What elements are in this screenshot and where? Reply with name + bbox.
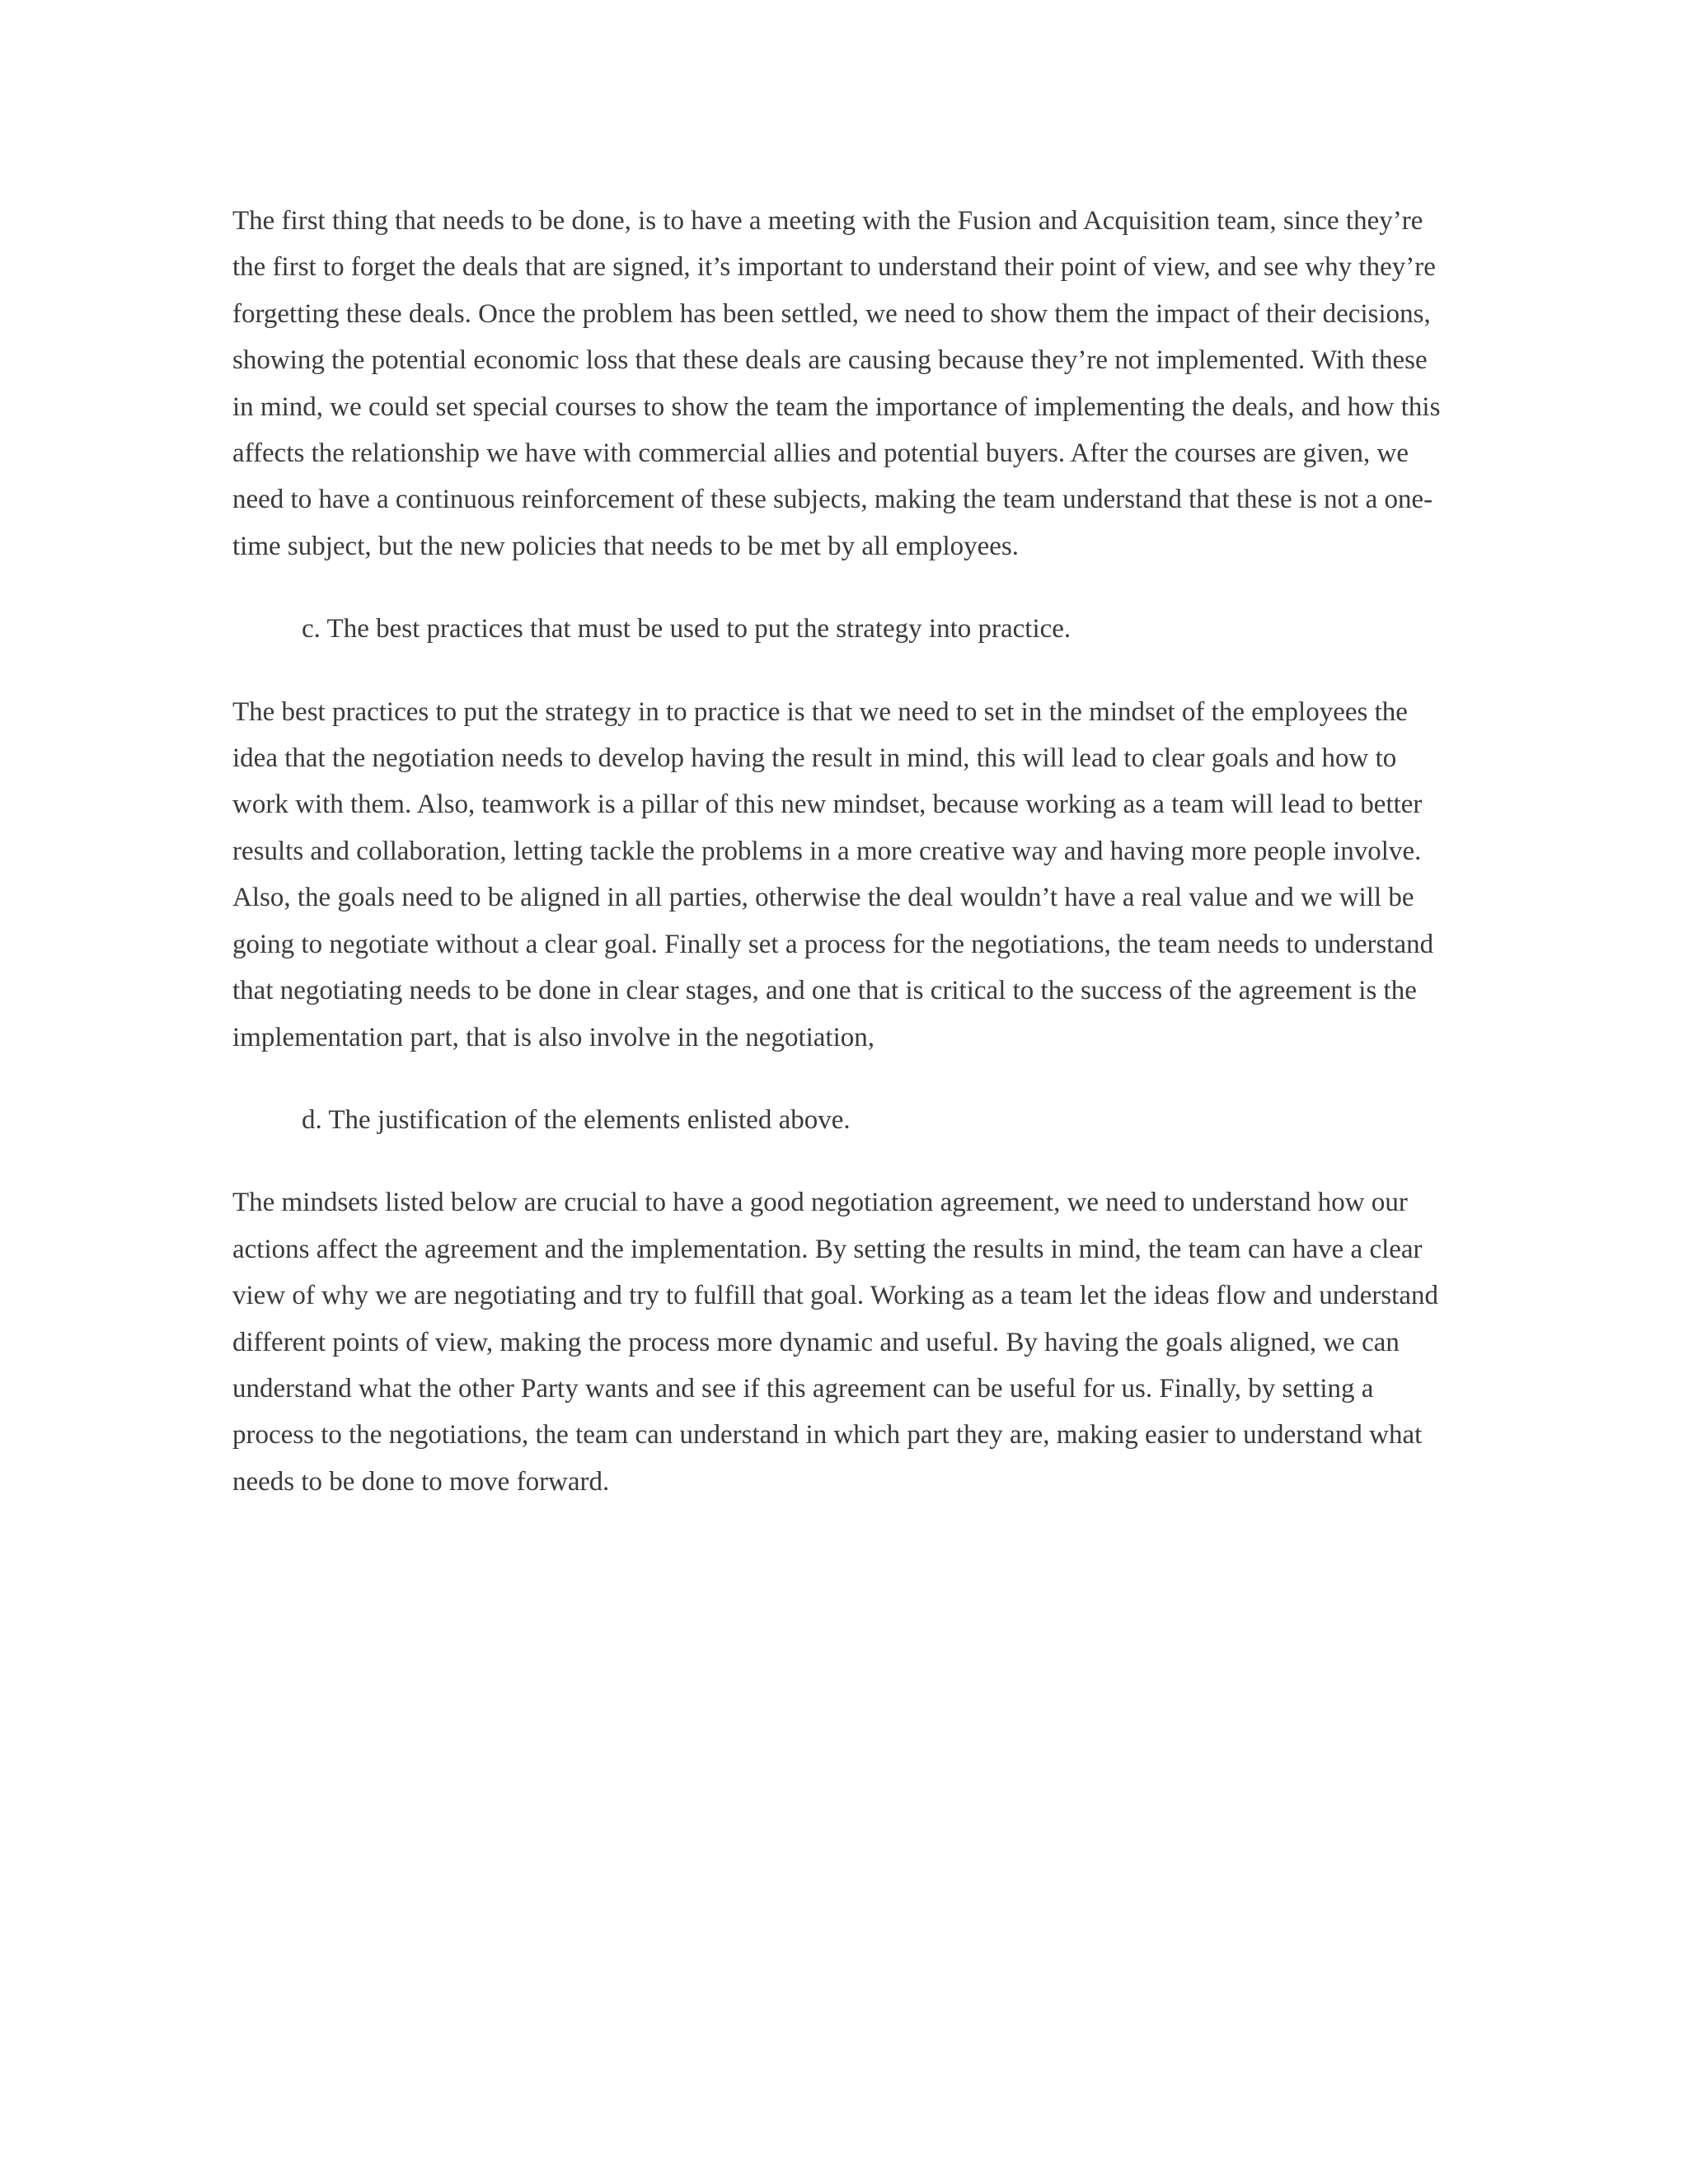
- section-heading-c: c. The best practices that must be used to put the strategy into practice.: [302, 614, 1071, 644]
- body-paragraph-2: The best practices to put the strategy in to practice is that we need to set in the mindset of the employees the idea that the negotiation needs to develop having the result in mind, this will lead to clear goals and how to work with them. Also, teamwork is a pillar of this new mindset, because working as a team will lead to better results and collaboration, letting tackle the problems in a more creative way and having more people involve. Also, the goals need to be aligned in all parties, otherwise the deal wouldn’t have a real value and we will be going to negotiate without a clear goal. Finally set a process for the negotiations, the team needs to understand that negotiating needs to be done in clear stages, and one that is critical to the success of the agreement is the implementation part, that is also involve in the negotiation,: [232, 696, 1434, 1052]
- document-body: [232, 198, 1452, 1505]
- section-heading-d: d. The justification of the elements enlisted above.: [302, 1104, 851, 1135]
- body-paragraph-1: The first thing that needs to be done, is to have a meeting with the Fusion and Acquisition team, since they’re the first to forget the deals that are signed, it’s important to understand their point of view, and see why they’re forgetting these deals. Once the problem has been settled, we need to show them the impact of their decisions, showing the potential economic loss that these deals are causing because they’re not implemented. With these in mind, we could set special courses to show the team the importance of implementing the deals, and how this affects the relationship we have with commercial allies and potential buyers. After the courses are given, we need to have a continuous reinforcement of these subjects, making the team understand that these is not a one-time subject, but the new policies that needs to be met by all employees.: [232, 206, 1441, 561]
- body-paragraph-3: The mindsets listed below are crucial to have a good negotiation agreement, we need to understand how our actions affect the agreement and the implementation. By setting the results in mind, the team can have a clear view of why we are negotiating and try to fulfill that goal. Working as a team let the ideas flow and understand different points of view, making the process more dynamic and useful. By having the goals aligned, we can understand what the other Party wants and see if this agreement can be useful for us. Finally, by setting a process to the negotiations, the team can understand in which part they are, making easier to understand what needs to be done to move forward.: [232, 1188, 1438, 1497]
